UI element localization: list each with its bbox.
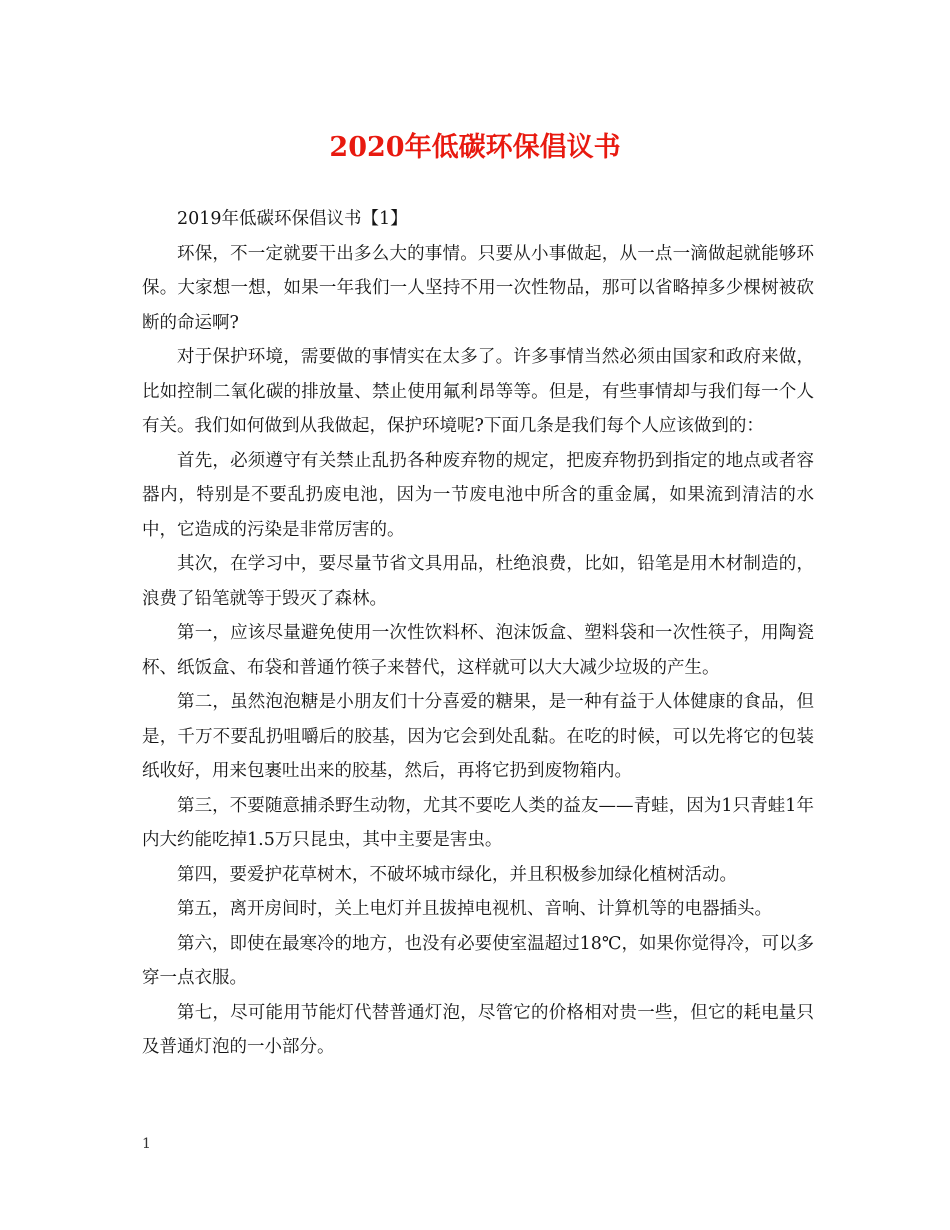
paragraph: 第一，应该尽量避免使用一次性饮料杯、泡沫饭盒、塑料袋和一次性筷子，用陶瓷杯、纸饭盒、布袋和普通竹筷子来替代，这样就可以大大减少垃圾的产生。 [142, 623, 814, 678]
paragraph: 首先，必须遵守有关禁止乱扔各种废弃物的规定，把废弃物扔到指定的地点或者容器内，特别是不要乱扔废电池，因为一节废电池中所含的重金属，如果流到清洁的水中，它造成的污染是非常厉害的。 [142, 450, 814, 540]
paragraph: 其次，在学习中，要尽量节省文具用品，杜绝浪费，比如，铅笔是用木材制造的，浪费了铅笔就等于毁灭了森林。 [142, 554, 814, 609]
page-number: 1 [142, 1136, 151, 1152]
paragraph: 第五，离开房间时，关上电灯并且拔掉电视机、音响、计算机等的电器插头。 [177, 899, 772, 919]
paragraph: 环保，不一定就要干出多么大的事情。只要从小事做起，从一点一滴做起就能够环保。大家想一想，如果一年我们一人坚持不用一次性物品，那可以省略掉多少棵树被砍断的命运啊? [142, 243, 814, 333]
paragraph-heading: 2019年低碳环保倡议书【1】 [177, 209, 408, 229]
paragraph: 第四，要爱护花草树木，不破坏城市绿化，并且积极参加绿化植树活动。 [177, 864, 737, 885]
document-title: 2020年低碳环保倡议书 [329, 132, 621, 163]
paragraph: 第七，尽可能用节能灯代替普通灯泡，尽管它的价格相对贵一些，但它的耗电量只及普通灯泡的一小部分。 [142, 1002, 814, 1057]
paragraph: 对于保护环境，需要做的事情实在太多了。许多事情当然必须由国家和政府来做，比如控制二氧化碳的排放量、禁止使用氟利昂等等。但是，有些事情却与我们每一个人有关。我们如何做到从我做起，保护环境呢?下面几条是我们每个人应该做到的： [142, 347, 814, 436]
paragraph: 第六，即使在最寒冷的地方，也没有必要使室温超过18℃，如果你觉得冷，可以多穿一点衣服。 [142, 933, 814, 988]
document-body [142, 202, 814, 1065]
paragraph: 第三，不要随意捕杀野生动物，尤其不要吃人类的益友——青蛙，因为1只青蛙1年内大约能吃掉1.5万只昆虫，其中主要是害虫。 [142, 795, 814, 850]
paragraph: 第二，虽然泡泡糖是小朋友们十分喜爱的糖果，是一种有益于人体健康的食品，但是，千万不要乱扔咀嚼后的胶基，因为它会到处乱黏。在吃的时候，可以先将它的包装纸收好，用来包裹吐出来的胶基，然后，再将它扔到废物箱内。 [142, 692, 814, 781]
